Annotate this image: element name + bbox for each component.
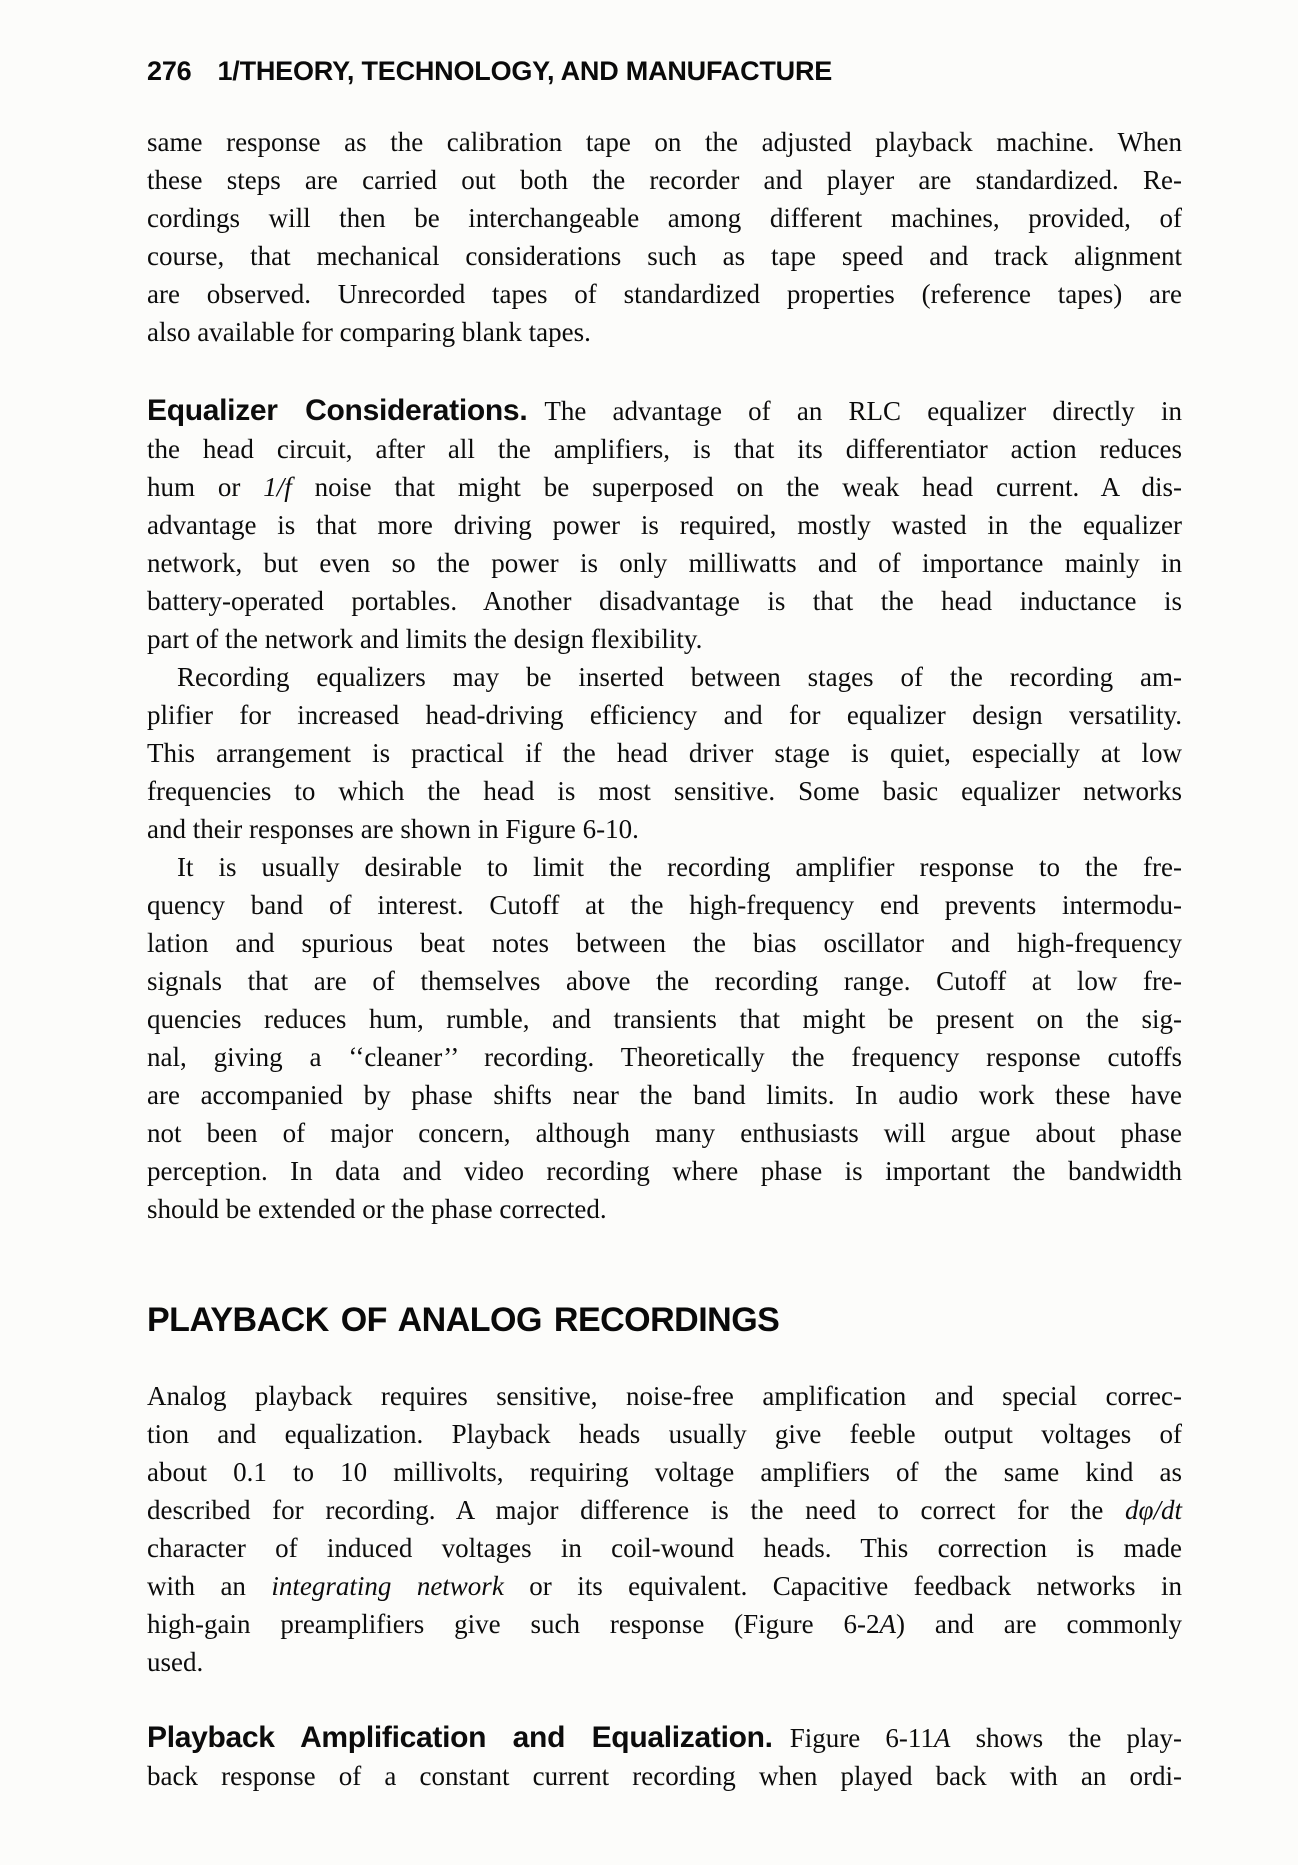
chapter-title: 1/THEORY, TECHNOLOGY, AND MANUFACTURE bbox=[217, 56, 833, 86]
body-text: also available for comparing blank tapes. bbox=[147, 317, 591, 347]
body-text: not been of major concern, although many enthusiasts will argue about phase bbox=[147, 1118, 1182, 1148]
text-line bbox=[147, 734, 1182, 772]
body-text: tion and equalization. Playback heads usually give feeble output voltages of bbox=[147, 1419, 1182, 1449]
body-text: character of induced voltages in coil-wound heads. This correction is made bbox=[147, 1533, 1182, 1563]
body-text: the head circuit, after all the amplifiers, is that its differentiator action reduces bbox=[147, 434, 1182, 464]
text-line bbox=[147, 392, 1182, 430]
runin-heading: Equalizer Considerations. bbox=[147, 394, 528, 427]
body-text: course, that mechanical considerations such as tape speed and track alignment bbox=[147, 241, 1182, 271]
text-line bbox=[147, 1491, 1182, 1529]
text-line bbox=[147, 237, 1182, 275]
text-line bbox=[147, 696, 1182, 734]
body-text: described for recording. A major difference is the need to correct for the bbox=[147, 1495, 1126, 1525]
text-line bbox=[147, 430, 1182, 468]
text-line bbox=[147, 886, 1182, 924]
text-line bbox=[147, 658, 1182, 696]
body-text: or its equivalent. Capacitive feedback networks in bbox=[503, 1571, 1182, 1601]
text-line bbox=[147, 810, 1182, 848]
text-line bbox=[147, 1114, 1182, 1152]
body-text: these steps are carried out both the recorder and player are standardized. Re- bbox=[147, 165, 1182, 195]
text-line bbox=[147, 1643, 1182, 1681]
text-line bbox=[147, 1152, 1182, 1190]
text-line bbox=[147, 1377, 1182, 1415]
text-line bbox=[147, 199, 1182, 237]
text-line bbox=[147, 123, 1182, 161]
italic-text: 1/f bbox=[263, 472, 292, 502]
body-text: battery-operated portables. Another disadvantage is that the head inductance is bbox=[147, 586, 1182, 616]
text-line bbox=[147, 468, 1182, 506]
body-text: same response as the calibration tape on the adjusted playback machine. When bbox=[147, 127, 1182, 157]
body-text: with an bbox=[147, 1571, 272, 1601]
text-column bbox=[147, 0, 1182, 1795]
text-line bbox=[147, 544, 1182, 582]
italic-text: dφ/dt bbox=[1125, 1495, 1182, 1525]
page-number: 276 bbox=[147, 56, 192, 86]
text-line bbox=[147, 1000, 1182, 1038]
text-line bbox=[147, 620, 1182, 658]
text-line bbox=[147, 1038, 1182, 1076]
italic-text: integrating network bbox=[271, 1571, 504, 1601]
text-line bbox=[147, 506, 1182, 544]
body-text: about 0.1 to 10 millivolts, requiring voltage amplifiers of the same kind as bbox=[147, 1457, 1182, 1487]
italic-text: A bbox=[879, 1609, 896, 1639]
text-line bbox=[147, 1719, 1182, 1757]
body-text: used. bbox=[147, 1647, 204, 1677]
body-text: quencies reduces hum, rumble, and transients that might be present on the sig- bbox=[147, 1004, 1182, 1034]
para-analog-playback bbox=[147, 1377, 1182, 1681]
text-line bbox=[147, 275, 1182, 313]
body-text: plifier for increased head-driving efficiency and for equalizer design versatility. bbox=[147, 700, 1182, 730]
body-text: frequencies to which the head is most sensitive. Some basic equalizer networks bbox=[147, 776, 1182, 806]
text-line bbox=[147, 924, 1182, 962]
body-text: Figure 6-11 bbox=[789, 1723, 934, 1753]
text-line bbox=[147, 161, 1182, 199]
body-text: Recording equalizers may be inserted between stages of the recording am- bbox=[177, 662, 1182, 692]
body-text: advantage is that more driving power is required, mostly wasted in the equalizer bbox=[147, 510, 1182, 540]
body-text: nal, giving a ‘‘cleaner’’ recording. Theoretically the frequency response cutoffs bbox=[147, 1042, 1182, 1072]
body-text: part of the network and limits the design flexibility. bbox=[147, 624, 703, 654]
body-text: perception. In data and video recording where phase is important the bandwidth bbox=[147, 1156, 1182, 1186]
body-text: signals that are of themselves above the recording range. Cutoff at low fre- bbox=[147, 966, 1182, 996]
text-line bbox=[147, 1076, 1182, 1114]
body-text: cordings will then be interchangeable among different machines, provided, of bbox=[147, 203, 1182, 233]
para-bandwidth-limiting bbox=[147, 848, 1182, 1228]
body-text: Analog playback requires sensitive, noise-free amplification and special correc- bbox=[147, 1381, 1182, 1411]
text-line bbox=[147, 848, 1182, 886]
italic-text: A bbox=[933, 1723, 951, 1753]
text-line bbox=[147, 1757, 1182, 1795]
body-text: shows the play- bbox=[950, 1723, 1182, 1753]
body-text: and their responses are shown in Figure 6-10. bbox=[147, 814, 639, 844]
body-text: hum or bbox=[147, 472, 264, 502]
text-line bbox=[147, 772, 1182, 810]
runin-heading: Playback Amplification and Equalization. bbox=[147, 1721, 773, 1754]
para-standardization bbox=[147, 123, 1182, 351]
text-line bbox=[147, 582, 1182, 620]
text-line bbox=[147, 1190, 1182, 1228]
body-text: are observed. Unrecorded tapes of standardized properties (reference tapes) are bbox=[147, 279, 1182, 309]
body-text: ) and are commonly bbox=[896, 1609, 1182, 1639]
para-playback-amplification bbox=[147, 1719, 1182, 1795]
para-recording-equalizers bbox=[147, 658, 1182, 848]
text-line bbox=[147, 1529, 1182, 1567]
section-heading-playback: PLAYBACK OF ANALOG RECORDINGS bbox=[147, 1301, 780, 1339]
body-text: noise that might be superposed on the weak head current. A dis- bbox=[291, 472, 1182, 502]
body-text: should be extended or the phase corrected. bbox=[147, 1194, 607, 1224]
body-text: The advantage of an RLC equalizer directly in bbox=[544, 396, 1182, 426]
body-text: back response of a constant current recording when played back with an ordi- bbox=[147, 1761, 1182, 1791]
text-line bbox=[147, 962, 1182, 1000]
body-text: are accompanied by phase shifts near the band limits. In audio work these have bbox=[147, 1080, 1182, 1110]
text-line bbox=[147, 1415, 1182, 1453]
text-line bbox=[147, 1453, 1182, 1491]
body-text: high-gain preamplifiers give such response (Figure 6-2 bbox=[147, 1609, 880, 1639]
body-text: lation and spurious beat notes between the bias oscillator and high-frequency bbox=[147, 928, 1182, 958]
text-line bbox=[147, 1605, 1182, 1643]
text-line bbox=[147, 313, 1182, 351]
body-text: quency band of interest. Cutoff at the high-frequency end prevents intermodu- bbox=[147, 890, 1182, 920]
para-equalizer-considerations bbox=[147, 392, 1182, 658]
body-text: network, but even so the power is only milliwatts and of importance mainly in bbox=[147, 548, 1182, 578]
body-text: It is usually desirable to limit the recording amplifier response to the fre- bbox=[177, 852, 1182, 882]
text-line bbox=[147, 1567, 1182, 1605]
body-text: This arrangement is practical if the head driver stage is quiet, especially at low bbox=[147, 738, 1182, 768]
